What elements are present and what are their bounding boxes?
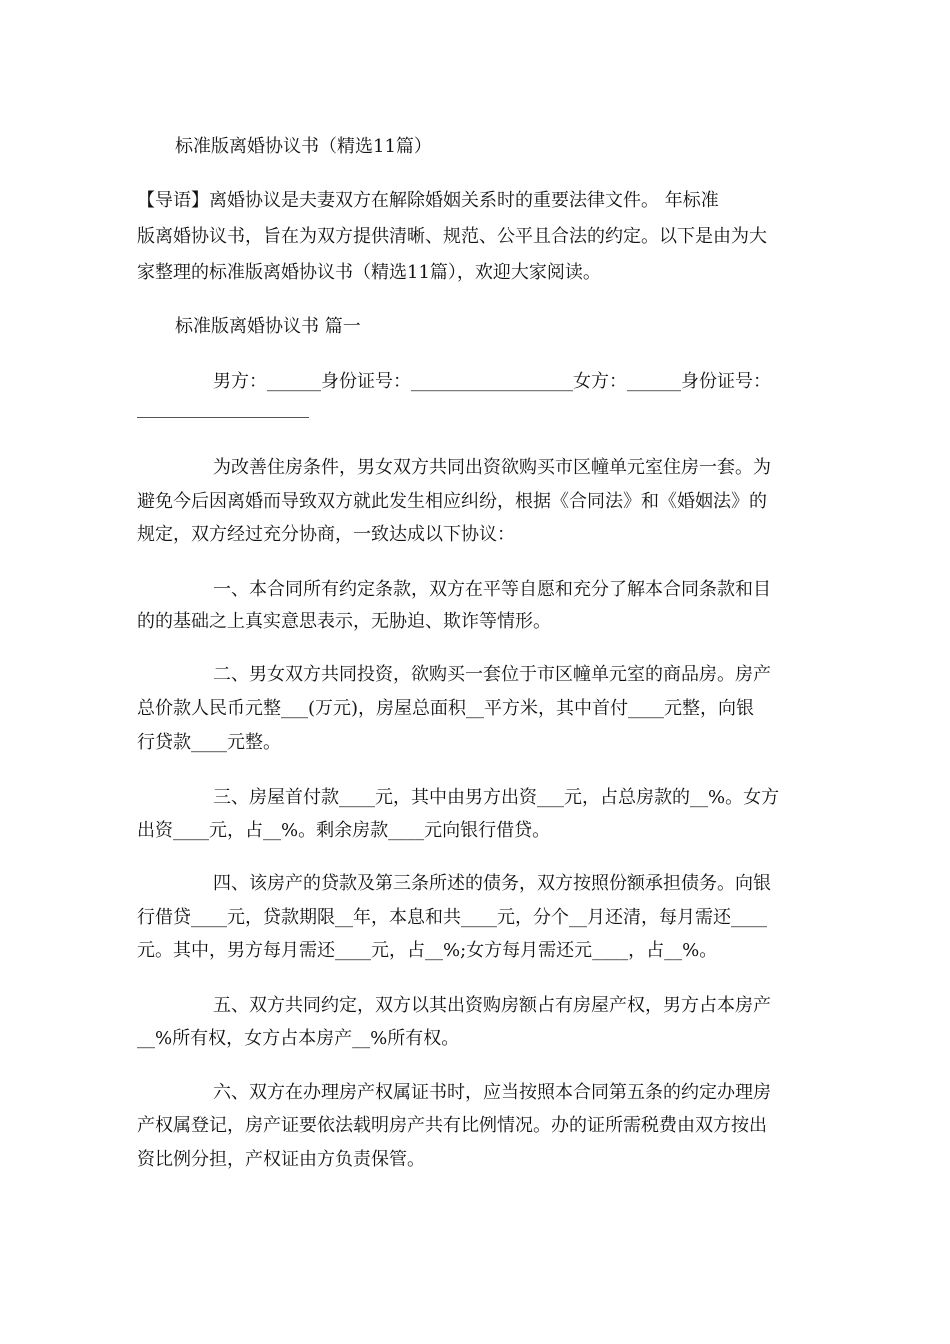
preamble-line-1: 为改善住房条件，男女双方共同出资欲购买市区幢单元室住房一套。为 (213, 457, 771, 478)
clause-2-line-2: 总价款人民币元整___(万元)，房屋总面积__平方米，其中首付____元整，向银 (137, 698, 755, 719)
clause-6-line-1: 六、双方在办理房产权属证书时，应当按照本合同第五条的约定办理房 (213, 1082, 771, 1103)
preamble-line-2: 避免今后因离婚而导致双方就此发生相应纠纷，根据《合同法》和《婚姻法》的 (137, 491, 767, 512)
clause-2-line-1: 二、男女双方共同投资，欲购买一套位于市区幢单元室的商品房。房产 (213, 664, 771, 685)
clause-5-line-2: __%所有权，女方占本房产__%所有权。 (137, 1028, 460, 1049)
parties-line: 男方：______身份证号：__________________女方：______身份证号： (213, 371, 771, 392)
clause-4-line-3: 元。其中，男方每月需还____元，占__%;女方每月需还元____，占__%。 (137, 940, 718, 961)
section-heading: 标准版离婚协议书 篇一 (175, 316, 361, 337)
intro-line-1: 【导语】离婚协议是夫妻双方在解除婚姻关系时的重要法律文件。 年标准 (137, 190, 719, 211)
preamble-line-3: 规定，双方经过充分协商，一致达成以下协议： (137, 524, 515, 545)
clause-4-line-1: 四、该房产的贷款及第三条所述的债务，双方按照份额承担债务。向银 (213, 873, 771, 894)
clause-3-line-1: 三、房屋首付款____元，其中由男方出资___元，占总房款的__%。女方 (213, 787, 780, 808)
clause-1-line-1: 一、本合同所有约定条款，双方在平等自愿和充分了解本合同条款和目 (213, 579, 771, 600)
intro-line-3: 家整理的标准版离婚协议书（精选11篇），欢迎大家阅读。 (137, 262, 601, 283)
document-title: 标准版离婚协议书（精选11篇） (175, 136, 432, 157)
clause-4-line-2: 行借贷____元，贷款期限__年，本息和共____元，分个__月还清，每月需还____ (137, 907, 767, 928)
clause-5-line-1: 五、双方共同约定，双方以其出资购房额占有房屋产权，男方占本房产 (213, 995, 771, 1016)
clause-1-line-2: 的的基础之上真实意思表示，无胁迫、欺诈等情形。 (137, 611, 551, 632)
clause-6-line-2: 产权属登记，房产证要依法载明房产共有比例情况。办的证所需税费由双方按出 (137, 1115, 767, 1136)
intro-line-2: 版离婚协议书，旨在为双方提供清晰、规范、公平且合法的约定。以下是由为大 (137, 226, 767, 247)
clause-6-line-3: 资比例分担，产权证由方负责保管。 (137, 1149, 425, 1170)
clause-3-line-2: 出资____元，占__%。剩余房款____元向银行借贷。 (137, 820, 551, 841)
id-number-blank-line (137, 417, 309, 418)
clause-2-line-3: 行贷款____元整。 (137, 732, 281, 753)
